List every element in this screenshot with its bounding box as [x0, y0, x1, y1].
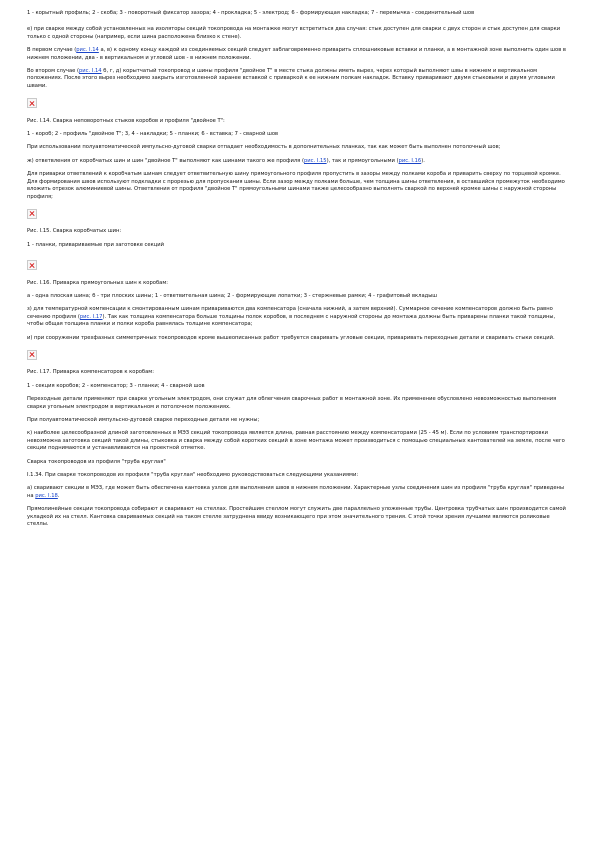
figure-link-i17[interactable]: рис. I.17: [79, 313, 103, 320]
broken-image-icon: [27, 260, 37, 270]
paragraph: Прямолинейные секции токопровода собирают и сваривают на стеллах. Простейшим стеллом могут служить две параллельно уложенные трубы. Центровка трубчатых шин производится самой укладкой их на стелл. Кантовка свариваемых секций на таком стелле затруднена ввиду возникающего при этом значительного трения. С этой точки зрения лучшими являются роликовые стеллы.: [27, 506, 566, 528]
figure-link-i14[interactable]: рис. I.14: [76, 47, 99, 54]
paragraph: I.1.34. При сварке токопроводов из профиля "труба круглая" необходимо руководствоваться следующими указаниями:: [27, 472, 359, 479]
paragraph: Для приварки ответвлений к коробчатым шинам следует ответвительную шину прямоугольного профиля пропустить в зазоры между полками короба и приварить сверху по торцевой кромке. Для формирования швов используют подкладки с прорезью для пропускания шины. Если зазор между полками больше, чем толщина шины ответвления, в оставшийся промежуток необходимо вложить отрезок алюминиевой шины. Ответвления от профиля "двойное Т" прямоугольными шинами также целесообразно выполнять сваркой по верхней кромке шины с наружной стороны профиля;: [27, 171, 565, 200]
paragraph: и) при сооружении трехфазных симметричных токопроводов кроме вышеописанных работ требуется сваривать угловые секции, приваривать переходные детали и сваривать стыки секций.: [27, 334, 555, 341]
legend-text: 1 - корытный профиль; 2 - скоба; 3 - поворотный фиксатор зазора; 4 - прокладка; 5 - электрод; 6 - формирующая накладка; 7 - перемычка - соединительный шов: [27, 10, 475, 16]
broken-image-icon: [27, 350, 37, 360]
figure-caption: Рис. I.17. Приварка компенсаторов к коробам:: [27, 369, 154, 376]
paragraph: При использовании полуавтоматической импульсно-дуговой сварки отпадает необходимость в дополнительных планках, так как может быть выполнен потолочный шов;: [27, 144, 501, 151]
legend-text: а - одна плоская шина; б - три плоских шины; 1 - ответвительная шина; 2 - формирующие лопатки; 3 - стержневые рамки; 4 - графитовый вкладыш: [27, 292, 438, 299]
section-heading: Сварка токопроводов из профиля "труба круглая": [27, 458, 166, 465]
figure-link-i16[interactable]: рис. I.16: [398, 157, 422, 164]
figure-link-i14[interactable]: рис. I.14: [79, 68, 102, 75]
figure-caption: Рис. I.15. Сварка коробчатых шин:: [27, 228, 122, 235]
paragraph: В первом случае (рис. I.14 а, в) к одному концу каждой из соединяемых секций следует заблаговременно приварить сплошниковые вставки и планки, а в монтажной зоне выполнить один шов в нижнем положении, два - в вертикальном и угловой шов - в нижнем положении.: [27, 47, 566, 61]
paragraph: з) для температурной компенсации к смонтированным шинам привариваются два компенсатора (сначала нижний, а затем верхний). Суммарное сечение компенсаторов должно быть равно сечению профиля (рис. I.17). Так как толщина компенсатора больше толщины полок коробов, в последнем с наружной стороны до монтажа должны быть приварены планки такой толщины, чтобы общая толщина планки и полки короба равнялась толщине компенсатора;: [27, 306, 556, 328]
paragraph: Переходные детали применяют при сварке угольным электродом, они служат для облегчения сварочных работ в монтажной зоне. Их применение обусловлено невозможностью выполнения сварки угольным электродом в вертикальном и потолочном положениях.: [27, 396, 557, 410]
paragraph: При полуавтоматической импульсно-дуговой сварке переходные детали не нужны;: [27, 417, 260, 423]
paragraph: к) наиболее целесообразной длиной заготовленных в МЭЗ секций токопровода является длина, равная расстоянию между компенсаторами (25 - 45 м). Если по условиям транспортировки невозможна заготовка секций такой длины, стыковка и сварка между собой коротких секций в зоне монтажа может производиться с помощью специальных кантователей на земле, после чего секции поднимаются и устанавливаются на проектной отметке.: [27, 430, 565, 452]
legend-text: 1 - короб; 2 - профиль "двойное Т"; 3, 4 - накладки; 5 - планки; 6 - вставка; 7 - сварной шов: [27, 131, 279, 138]
paragraph: е) при сварке между собой установленных на изоляторы секций токопровода на монтажке могут встретиться два случая: стык доступен для сварки с двух сторон и стык доступен для сварки только с одной стороны (например, если шина расположена близко к стене).: [27, 26, 561, 40]
broken-image-icon: [27, 98, 37, 108]
paragraph: ж) ответвления от коробчатых шин и шин "двойное Т" выполняют как шинами такого же профиля (рис. I.15), так и прямоугольными (рис. I.16).: [27, 157, 425, 164]
figure-caption: Рис. I.14. Сварка неповоротных стыков коробов и профиля "двойное Т":: [27, 117, 225, 124]
paragraph: Во втором случае (рис. I.14 б, г, д) корытчатый токопровод и шины профиля "двойное Т" в месте стыка должны иметь вырез, через который выполняют швы в нижнем и вертикальном положениях. После этого вырез необходимо закрыть изготовленной заранее вставкой с приваркой к ее нижним полкам накладок. Вставку приваривают двумя стыковыми и двумя угловыми швами.: [27, 68, 555, 89]
paragraph: а) сваривают секции в МЭЗ, где может быть обеспечена кантовка узлов для выполнения швов в нижнем положении. Характерные узлы соединения шин из профиля "труба круглая" приведены на рис. I.18.: [27, 485, 565, 499]
legend-text: 1 - планки, привариваемые при заготовке секций: [27, 241, 165, 248]
figure-link-i15[interactable]: рис. I.15: [303, 157, 327, 164]
document-page: [27, 10, 569, 534]
legend-text: 1 - секция коробов; 2 - компенсатор; 3 - планки; 4 - сварной шов: [27, 382, 205, 389]
broken-image-icon: [27, 209, 37, 219]
figure-caption: Рис. I.16. Приварка прямоугольных шин к коробам:: [27, 279, 168, 286]
figure-link-i18[interactable]: рис. I.18: [35, 492, 58, 499]
